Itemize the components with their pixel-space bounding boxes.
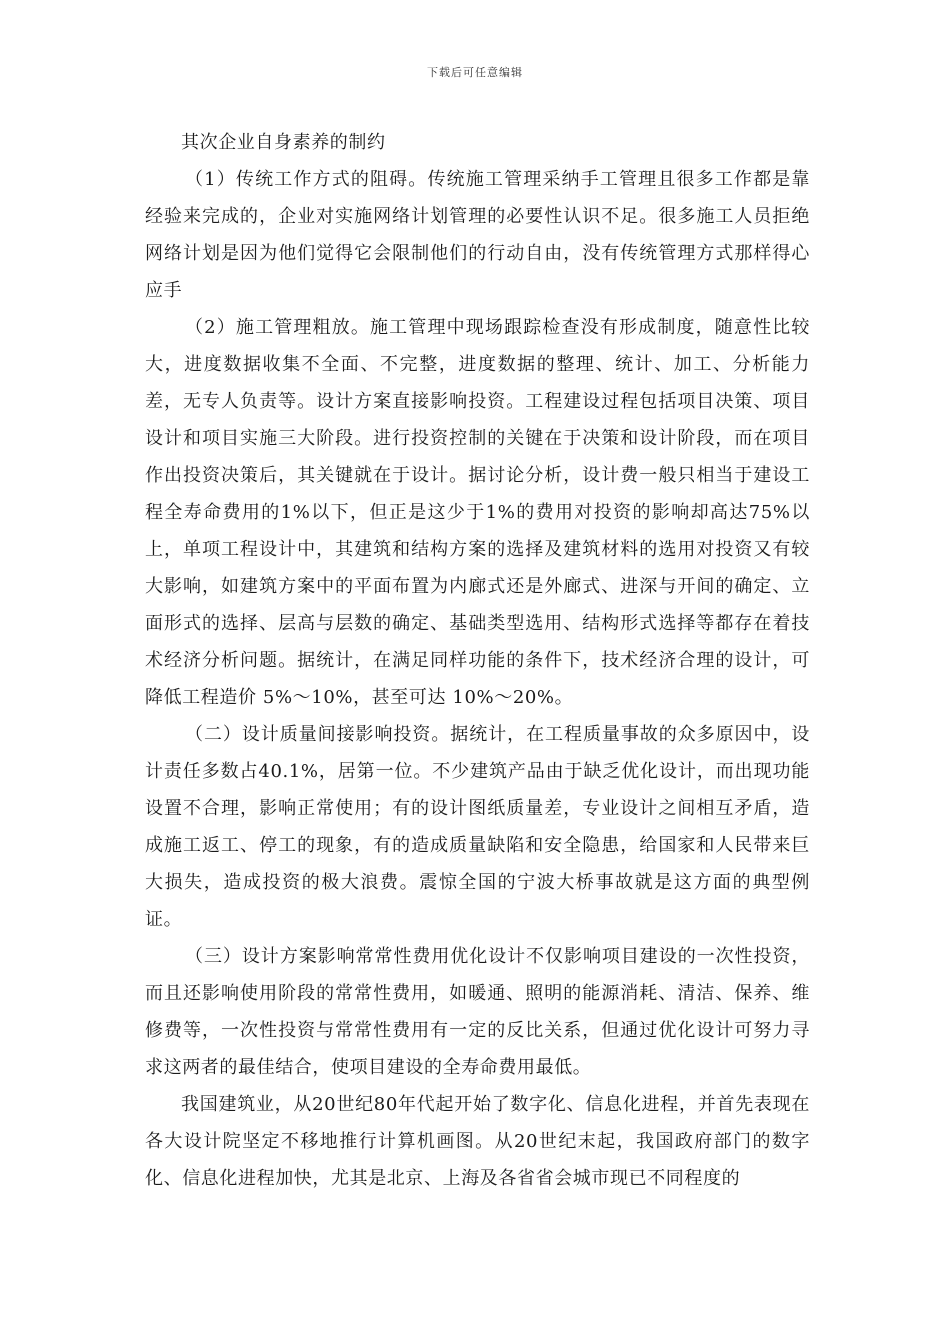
paragraph-heading: 其次企业自身素养的制约: [181, 132, 386, 153]
document-body: [145, 124, 810, 1197]
paragraph-digitalization: 我国建筑业，从20世纪80年代起开始了数字化、信息化进程，并首先表现在各大设计院坚定不移地推行计算机画图。从20世纪末起，我国政府部门的数字化、信息化进程加快，尤其是北京、上海及各省省会城市现已不同程度的: [145, 1094, 810, 1189]
paragraph-recurring-costs: （三）设计方案影响常常性费用优化设计不仅影响项目建设的一次性投资，而且还影响使用阶段的常常性费用，如暖通、照明的能源消耗、清洁、保养、维修费等，一次性投资与常常性费用有一定的反比关系，但通过优化设计可努力寻求这两者的最佳结合，使项目建设的全寿命费用最低。: [145, 946, 810, 1078]
paragraph-traditional-work: （1）传统工作方式的阻碍。传统施工管理采纳手工管理且很多工作都是靠经验来完成的，企业对实施网络计划管理的必要性认识不足。很多施工人员拒绝网络计划是因为他们觉得它会限制他们的行动自由，没有传统管理方式那样得心应手: [145, 169, 810, 301]
paragraph-rough-management: （2）施工管理粗放。施工管理中现场跟踪检查没有形成制度，随意性比较大，进度数据收集不全面、不完整，进度数据的整理、统计、加工、分析能力差，无专人负责等。设计方案直接影响投资。工程建设过程包括项目决策、项目设计和项目实施三大阶段。进行投资控制的关键在于决策和设计阶段，而在项目作出投资决策后，其关键就在于设计。据讨论分析，设计费一般只相当于建设工程全寿命费用的1%以下，但正是这少于1%的费用对投资的影响却高达75%以上，单项工程设计中，其建筑和结构方案的选择及建筑材料的选用对投资又有较大影响，如建筑方案中的平面布置为内廊式还是外廊式、进深与开间的确定、立面形式的选择、层高与层数的确定、基础类型选用、结构形式选择等都存在着技术经济分析问题。据统计，在满足同样功能的条件下，技术经济合理的设计，可降低工程造价 5%～10%，甚至可达 10%～20%。: [145, 317, 810, 708]
paragraph-design-quality: （二）设计质量间接影响投资。据统计，在工程质量事故的众多原因中，设计责任多数占40.1%，居第一位。不少建筑产品由于缺乏优化设计，而出现功能设置不合理，影响正常使用；有的设计图纸质量差，专业设计之间相互矛盾，造成施工返工、停工的现象，有的造成质量缺陷和安全隐患，给国家和人民带来巨大损失，造成投资的极大浪费。震惊全国的宁波大桥事故就是这方面的典型例证。: [145, 724, 810, 930]
page-header: 下载后可任意编辑: [427, 66, 523, 79]
